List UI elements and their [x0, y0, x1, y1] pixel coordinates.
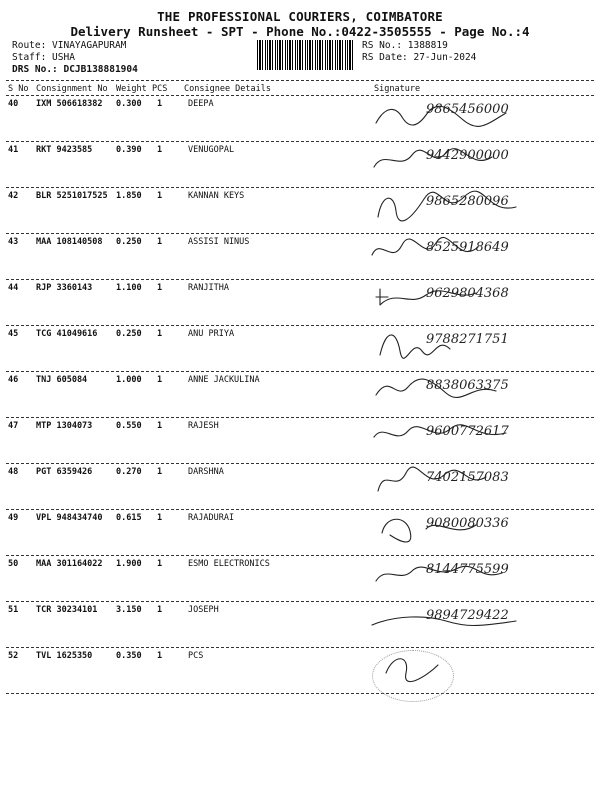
handwritten-signature	[366, 279, 566, 319]
col-sno: S No	[8, 84, 29, 94]
row-pcs: 1	[157, 421, 163, 431]
row-consignee: VENUGOPAL	[188, 145, 235, 155]
rs-number: RS No.: 1388819	[362, 40, 448, 51]
row-pcs: 1	[157, 559, 163, 569]
signature-phone-text: 8144775599	[426, 562, 509, 577]
row-consignee: PCS	[188, 651, 204, 661]
route-label: Route: VINAYAGAPURAM	[12, 40, 127, 51]
row-pcs: 1	[157, 283, 163, 293]
row-weight: 0.250	[116, 237, 142, 247]
handwritten-signature	[366, 325, 566, 365]
col-pcs: PCS	[152, 84, 168, 94]
row-consignment-no: MTP 1304073	[36, 421, 93, 431]
row-weight: 0.615	[116, 513, 142, 523]
delivery-stamp	[372, 650, 454, 702]
row-weight: 3.150	[116, 605, 142, 615]
handwritten-signature	[366, 187, 566, 227]
row-sno: 47	[8, 421, 19, 431]
row-weight: 1.900	[116, 559, 142, 569]
rs-date: RS Date: 27-Jun-2024	[362, 52, 477, 63]
col-weight: Weight	[116, 84, 147, 94]
row-sno: 46	[8, 375, 19, 385]
signature-phone-text: 9442900000	[426, 148, 509, 163]
row-sno: 52	[8, 651, 19, 661]
signature-phone-text: 9865280096	[426, 194, 509, 209]
row-weight: 1.100	[116, 283, 142, 293]
handwritten-signature	[366, 371, 566, 411]
row-sno: 42	[8, 191, 19, 201]
runsheet-subtitle: Delivery Runsheet - SPT - Phone No.:0422-3505555 - Page No.:4	[70, 24, 530, 39]
company-name: THE PROFESSIONAL COURIERS, COIMBATORE	[157, 9, 443, 24]
row-pcs: 1	[157, 651, 163, 661]
signature-phone-text: 7402157083	[426, 470, 509, 485]
row-sno: 49	[8, 513, 19, 523]
signature-phone-text: 9629804368	[426, 286, 509, 301]
handwritten-signature	[366, 555, 566, 595]
row-weight: 1.000	[116, 375, 142, 385]
row-sno: 43	[8, 237, 19, 247]
row-consignment-no: BLR 5251017525	[36, 191, 108, 201]
staff-label: Staff: USHA	[12, 52, 75, 63]
row-sno: 45	[8, 329, 19, 339]
col-signature: Signature	[374, 84, 421, 94]
row-consignee: KANNAN KEYS	[188, 191, 245, 201]
row-consignee: RAJESH	[188, 421, 219, 431]
handwritten-signature	[366, 463, 566, 503]
handwritten-signature	[366, 141, 566, 181]
row-pcs: 1	[157, 467, 163, 477]
row-sno: 44	[8, 283, 19, 293]
col-consignee: Consignee Details	[184, 84, 271, 94]
row-consignment-no: RKT 9423585	[36, 145, 93, 155]
row-weight: 0.350	[116, 651, 142, 661]
row-consignee: ESMO ELECTRONICS	[188, 559, 270, 569]
row-consignment-no: RJP 3360143	[36, 283, 93, 293]
signature-phone-text: 8838063375	[426, 378, 509, 393]
row-weight: 1.850	[116, 191, 142, 201]
row-sno: 50	[8, 559, 19, 569]
row-consignee: DEEPA	[188, 99, 214, 109]
barcode	[257, 40, 354, 70]
handwritten-signature	[366, 417, 566, 457]
row-pcs: 1	[157, 145, 163, 155]
handwritten-signature	[366, 509, 566, 549]
row-consignee: ASSISI NINUS	[188, 237, 250, 247]
row-pcs: 1	[157, 375, 163, 385]
row-consignee: RAJADURAI	[188, 513, 235, 523]
row-weight: 0.270	[116, 467, 142, 477]
row-consignee: ANNE JACKULINA	[188, 375, 260, 385]
row-consignment-no: TNJ 605084	[36, 375, 88, 385]
drs-number: DRS No.: DCJB138881904	[12, 64, 138, 75]
row-weight: 0.250	[116, 329, 142, 339]
row-consignee: DARSHNA	[188, 467, 224, 477]
signature-phone-text: 9600772617	[426, 424, 509, 439]
row-weight: 0.300	[116, 99, 142, 109]
row-sno: 48	[8, 467, 19, 477]
row-consignment-no: TVL 1625350	[36, 651, 93, 661]
row-consignee: ANU PRIYA	[188, 329, 235, 339]
signature-phone-text: 9865456000	[426, 102, 509, 117]
row-pcs: 1	[157, 605, 163, 615]
row-consignment-no: IXM 506618382	[36, 99, 103, 109]
row-sno: 51	[8, 605, 19, 615]
row-sno: 40	[8, 99, 19, 109]
row-sno: 41	[8, 145, 19, 155]
row-consignee: JOSEPH	[188, 605, 219, 615]
row-pcs: 1	[157, 99, 163, 109]
signature-phone-text: 8525918649	[426, 240, 509, 255]
row-consignee: RANJITHA	[188, 283, 229, 293]
header-top-rule	[6, 80, 594, 81]
handwritten-signature	[366, 95, 566, 135]
row-separator	[6, 693, 594, 694]
handwritten-signature	[366, 601, 566, 641]
row-pcs: 1	[157, 237, 163, 247]
row-pcs: 1	[157, 191, 163, 201]
col-consignment: Consignment No	[36, 84, 108, 94]
row-consignment-no: MAA 301164022	[36, 559, 103, 569]
row-pcs: 1	[157, 329, 163, 339]
row-pcs: 1	[157, 513, 163, 523]
row-consignment-no: TCG 41049616	[36, 329, 98, 339]
row-consignment-no: VPL 948434740	[36, 513, 103, 523]
handwritten-signature	[366, 233, 566, 273]
row-consignment-no: PGT 6359426	[36, 467, 93, 477]
signature-phone-text: 9894729422	[426, 608, 509, 623]
row-consignment-no: TCR 30234101	[36, 605, 98, 615]
row-weight: 0.390	[116, 145, 142, 155]
row-consignment-no: MAA 108140508	[36, 237, 103, 247]
row-weight: 0.550	[116, 421, 142, 431]
signature-phone-text: 9080080336	[426, 516, 509, 531]
signature-phone-text: 9788271751	[426, 332, 509, 347]
